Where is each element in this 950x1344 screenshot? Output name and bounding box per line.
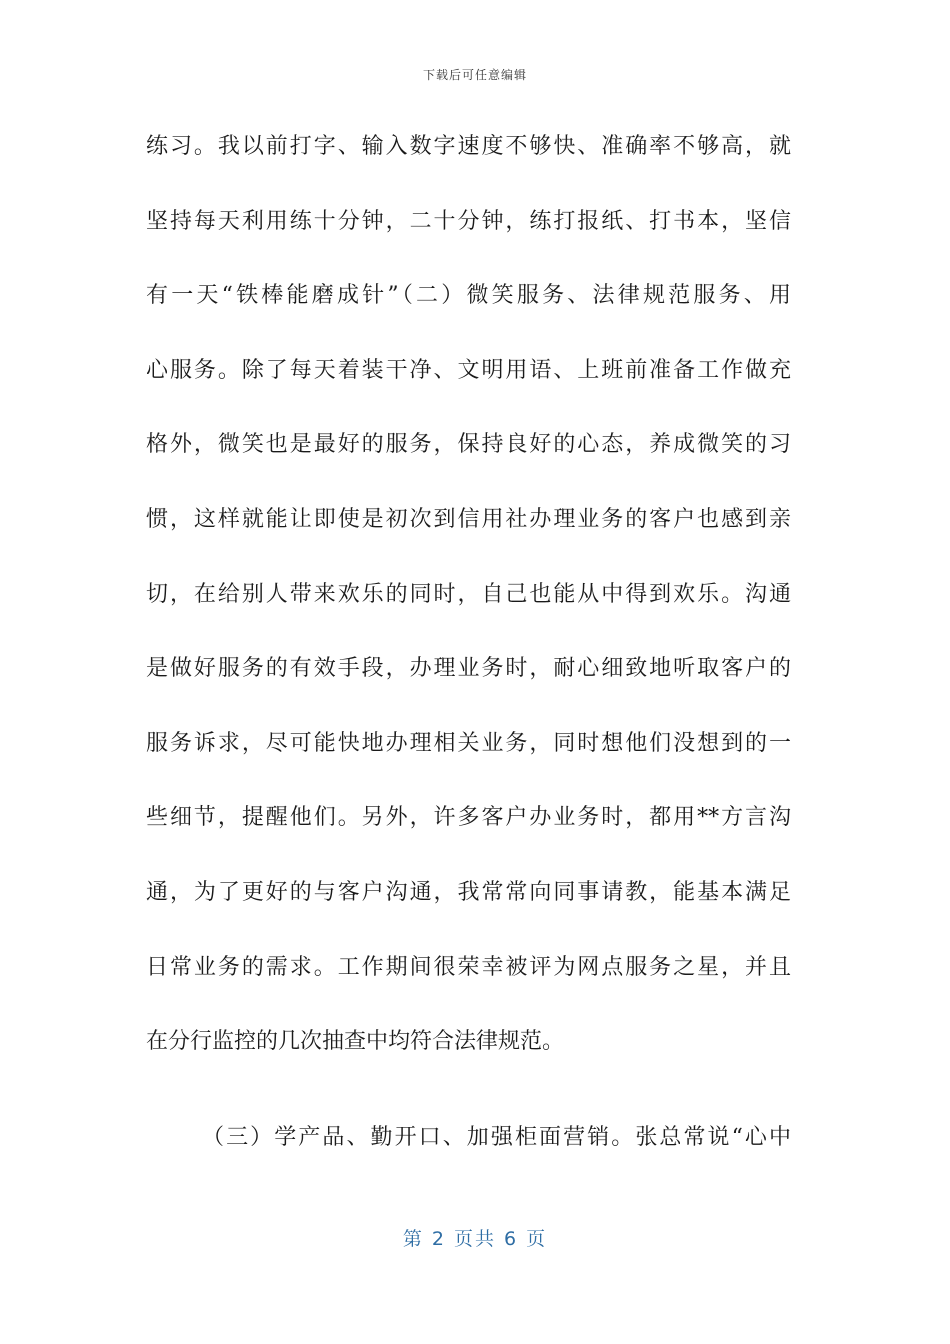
text-line: 坚持每天利用练十分钟，二十分钟，练打报纸、打书本，坚信 xyxy=(146,208,791,234)
text-line: 些细节，提醒他们。另外，许多客户办业务时，都用**方言沟 xyxy=(146,805,791,831)
page-header: 下载后可任意编辑 xyxy=(422,68,527,82)
text-line: 切，在给别人带来欢乐的同时，自己也能从中得到欢乐。沟通 xyxy=(146,581,791,607)
text-line: （三）学产品、勤开口、加强柜面营销。张总常说“心中 xyxy=(202,1124,791,1150)
text-line: 日常业务的需求。工作期间很荣幸被评为网点服务之星，并且 xyxy=(146,954,791,980)
text-line: 有一天“铁棒能磨成针”（二）微笑服务、法律规范服务、用 xyxy=(146,283,791,309)
body-text xyxy=(146,110,791,1175)
paragraph-gap xyxy=(146,1080,791,1101)
text-line: 练习。我以前打字、输入数字速度不够快、准确率不够高，就 xyxy=(146,134,791,159)
text-line: 惯，这样就能让即使是初次到信用社办理业务的客户也感到亲 xyxy=(146,506,791,532)
text-line: 心服务。除了每天着装干净、文明用语、上班前准备工作做充 xyxy=(146,357,791,383)
text-line: 在分行监控的几次抽查中均符合法律规范。 xyxy=(146,1029,565,1055)
text-line: 是做好服务的有效手段，办理业务时，耐心细致地听取客户的 xyxy=(146,656,791,682)
text-line: 格外，微笑也是最好的服务，保持良好的心态，养成微笑的习 xyxy=(146,432,791,458)
text-line: 通，为了更好的与客户沟通，我常常向同事请教，能基本满足 xyxy=(146,879,791,905)
page-footer: 第 2 页共 6 页 xyxy=(402,1228,548,1250)
text-line: 服务诉求，尽可能快地办理相关业务，同时想他们没想到的一 xyxy=(146,730,791,756)
